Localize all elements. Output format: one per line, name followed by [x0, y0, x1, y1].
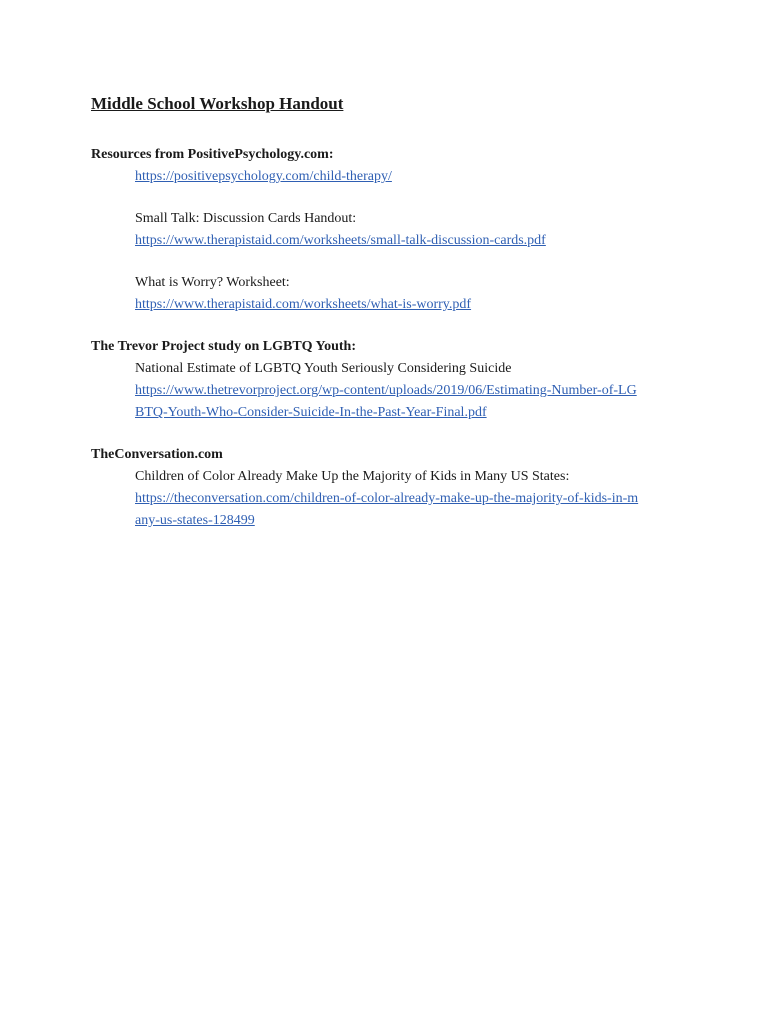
child-therapy-link[interactable]: https://positivepsychology.com/child-therapy/ — [135, 169, 392, 184]
section-body — [91, 166, 695, 316]
section-body — [91, 466, 695, 532]
link-line-2: BTQ-Youth-Who-Consider-Suicide-In-the-Past-Year-Final.pdf — [135, 405, 487, 420]
resource-label: Small Talk: Discussion Cards Handout: — [135, 211, 357, 226]
link-line-1: https://www.thetrevorproject.org/wp-content/uploads/2019/06/Estimating-Number-of-LG — [135, 383, 637, 398]
document-title: Middle School Workshop Handout — [91, 94, 344, 113]
what-is-worry-link[interactable]: https://www.therapistaid.com/worksheets/what-is-worry.pdf — [135, 297, 472, 312]
spacer — [135, 252, 695, 272]
section-body — [91, 358, 695, 424]
section-trevor-project — [91, 336, 691, 424]
document-page — [91, 93, 691, 532]
small-talk-cards-link[interactable]: https://www.therapistaid.com/worksheets/small-talk-discussion-cards.pdf — [135, 233, 546, 248]
trevor-project-link[interactable] — [135, 380, 695, 424]
spacer — [91, 424, 691, 444]
link-line-2: any-us-states-128499 — [135, 513, 255, 528]
section-heading: The Trevor Project study on LGBTQ Youth: — [91, 339, 356, 354]
resource-label: National Estimate of LGBTQ Youth Seriously Considering Suicide — [135, 361, 512, 376]
resource-label: Children of Color Already Make Up the Majority of Kids in Many US States: — [135, 469, 570, 484]
section-the-conversation — [91, 444, 691, 532]
spacer — [91, 316, 691, 336]
section-positive-psychology — [91, 144, 691, 316]
spacer — [135, 188, 695, 208]
section-heading: TheConversation.com — [91, 447, 223, 462]
link-line-1: https://theconversation.com/children-of-color-already-make-up-the-majority-of-kids-in-m — [135, 491, 639, 506]
resource-label: What is Worry? Worksheet: — [135, 275, 290, 290]
the-conversation-link[interactable] — [135, 488, 695, 532]
section-heading: Resources from PositivePsychology.com: — [91, 147, 334, 162]
